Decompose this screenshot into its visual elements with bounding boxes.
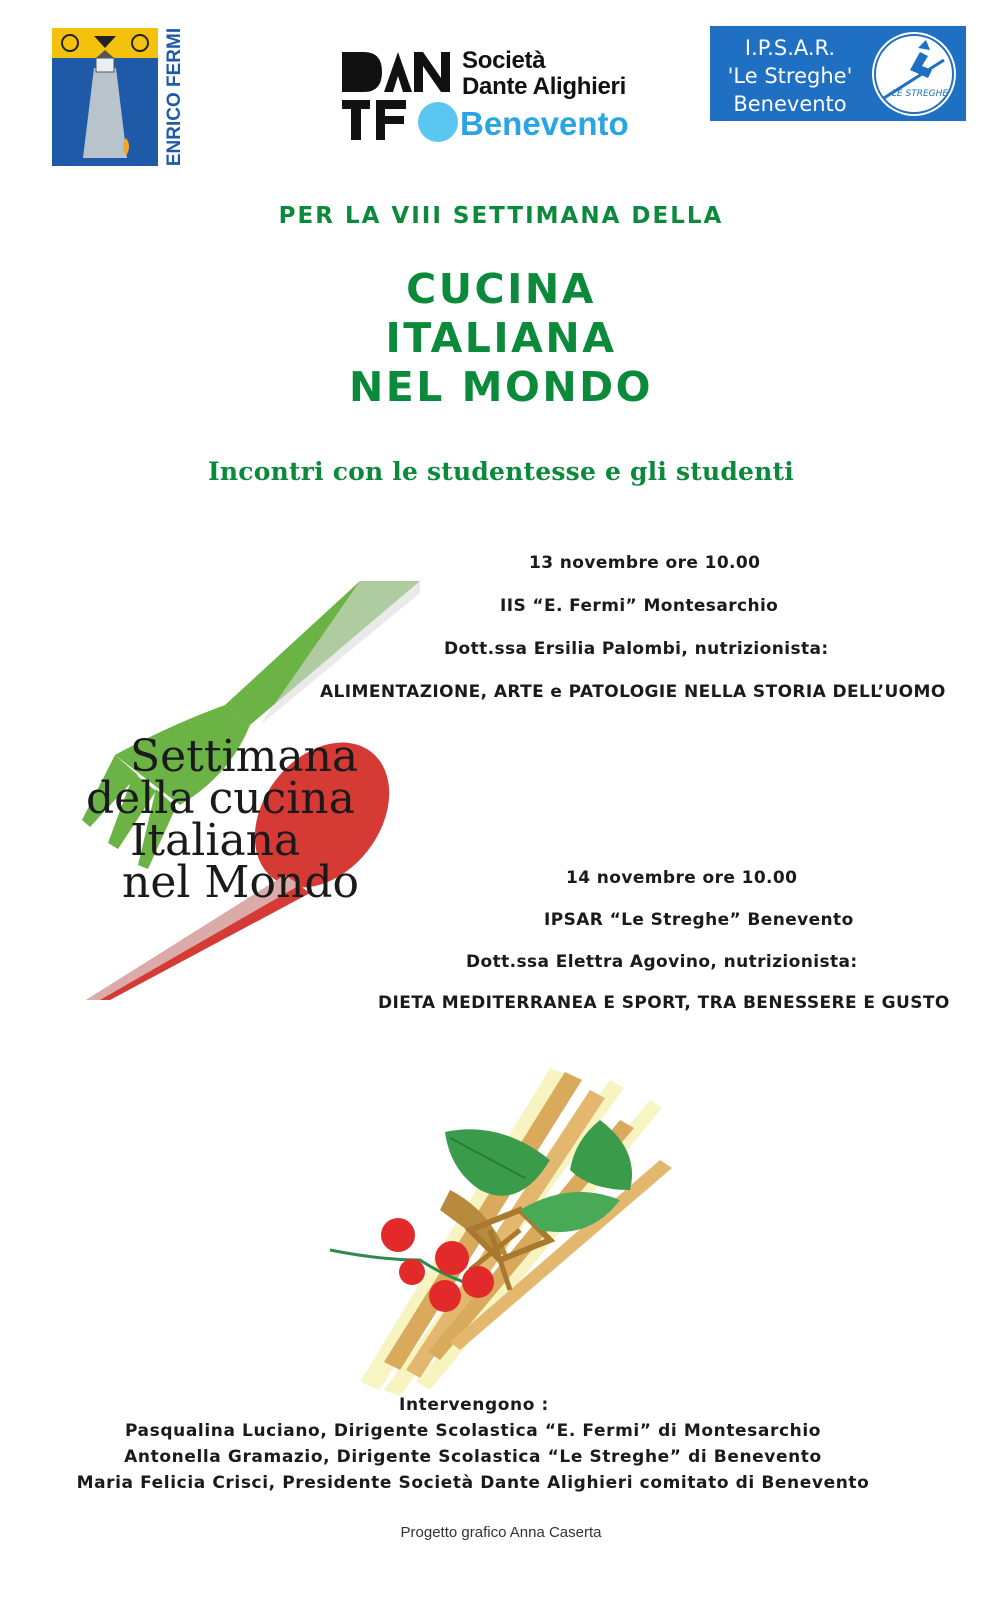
streghe-line1: I.P.S.A.R. (744, 36, 836, 60)
dante-name-line1: Società (462, 47, 546, 74)
speakers-heading: Intervengono : (399, 1395, 549, 1415)
streghe-badge-text: LE STREGHE (891, 89, 949, 99)
art-logo-line-2: della cucina (86, 773, 355, 824)
dante-name-line2: Dante Alighieri (462, 73, 626, 100)
title-line-1: CUCINA (406, 265, 596, 313)
graphic-credit: Progetto grafico Anna Caserta (400, 1524, 602, 1541)
speaker-3: Maria Felicia Crisci, Presidente Società Dante Alighieri comitato di Benevento (76, 1473, 870, 1493)
streghe-logo (710, 26, 966, 121)
fermi-logo (52, 28, 186, 166)
pasta-tomato-illustration (320, 1060, 700, 1400)
dante-monogram-icon (340, 50, 458, 142)
speaker-2: Antonella Gramazio, Dirigente Scolastica “Le Streghe” di Benevento (124, 1447, 822, 1467)
art-logo-line-4: nel Mondo (122, 857, 359, 908)
art-logo-line-3: Italiana (130, 815, 301, 866)
streghe-line3: Benevento (733, 92, 847, 116)
dante-city: Benevento (460, 105, 629, 142)
art-logo-line-1: Settimana (130, 731, 359, 782)
title-line-3: NEL MONDO (348, 363, 654, 411)
title-line-2: ITALIANA (385, 314, 617, 362)
dante-logo (340, 46, 650, 146)
event-1-school: IIS “E. Fermi” Montesarchio (500, 596, 779, 616)
fermi-logo-text: ENRICO FERMI (164, 28, 185, 166)
event-1-topic: ALIMENTAZIONE, ARTE e PATOLOGIE NELLA STORIA DELL’UOMO (320, 682, 946, 702)
subtitle: Incontri con le studentesse e gli studenti (208, 457, 794, 486)
event-2-speaker: Dott.ssa Elettra Agovino, nutrizionista: (466, 952, 858, 972)
streghe-line2: 'Le Streghe' (727, 64, 853, 88)
event-2-topic: DIETA MEDITERRANEA E SPORT, TRA BENESSERE E GUSTO (378, 993, 950, 1013)
fork-spoon-logo (60, 575, 480, 1005)
event-2-school: IPSAR “Le Streghe” Benevento (544, 910, 854, 930)
lighthouse-icon (52, 28, 186, 166)
witch-broom-icon (870, 30, 958, 118)
event-1-date: 13 novembre ore 10.00 (529, 553, 761, 573)
svg-text:nel Mondo (122, 857, 359, 908)
event-2-date: 14 novembre ore 10.00 (566, 868, 798, 888)
pre-title: PER LA VIII SETTIMANA DELLA (278, 203, 724, 229)
speaker-1: Pasqualina Luciano, Dirigente Scolastica “E. Fermi” di Montesarchio (124, 1421, 822, 1441)
event-1-speaker: Dott.ssa Ersilia Palombi, nutrizionista: (444, 639, 829, 659)
